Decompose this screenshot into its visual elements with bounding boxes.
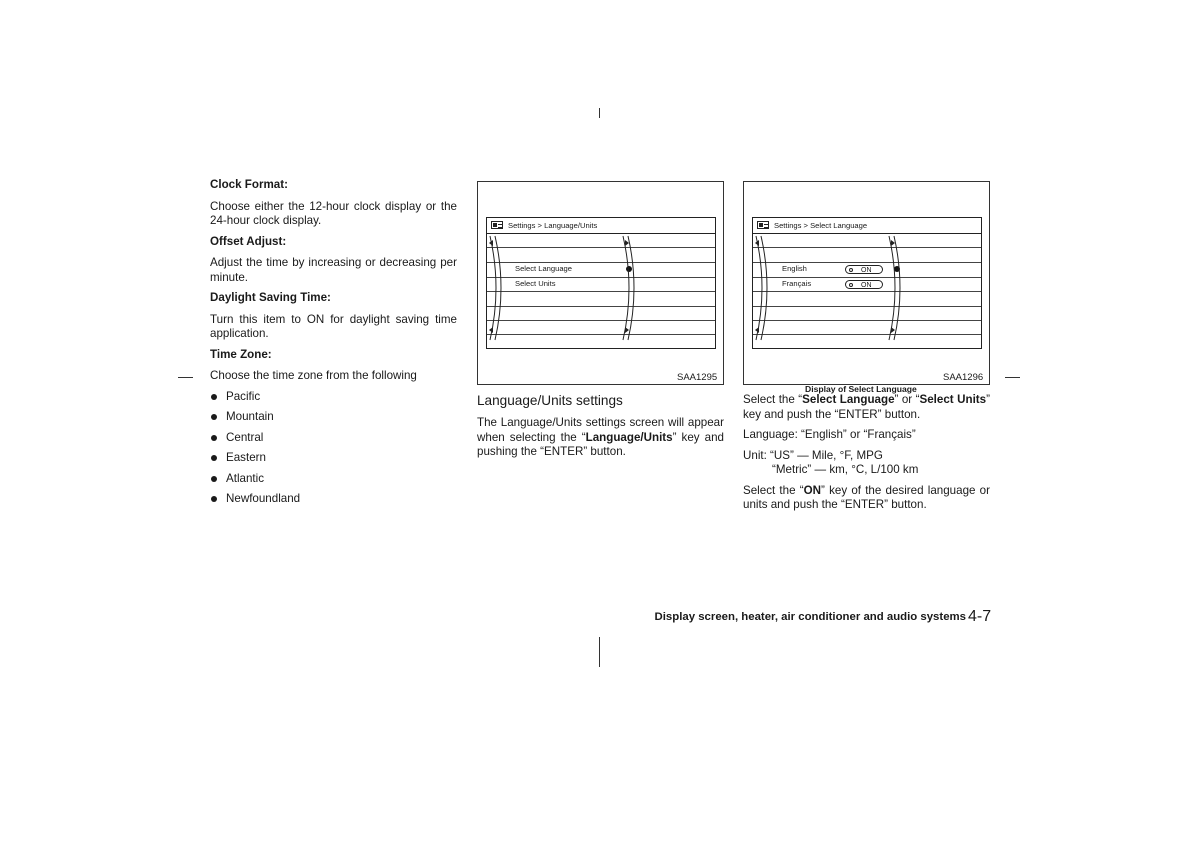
crop-mark-left (178, 377, 193, 378)
figure-code: SAA1295 (677, 372, 718, 383)
clock-format-text: Choose either the 12-hour clock display or the 24-hour clock display. (210, 199, 457, 227)
time-zone-list (210, 390, 457, 514)
list-item: Mountain (210, 410, 457, 431)
offset-adjust-heading: Offset Adjust: (210, 234, 287, 248)
scroll-arcs-icon (487, 218, 715, 348)
language-item-francais[interactable]: Français (782, 279, 812, 288)
crop-mark-right (1005, 377, 1020, 378)
left-column (210, 178, 457, 513)
right-column (743, 393, 990, 519)
list-item: Pacific (210, 390, 457, 411)
scroll-arcs-icon (753, 218, 981, 348)
figure-caption: Display of Select Language (805, 384, 917, 394)
language-item-english[interactable]: English (782, 264, 807, 273)
list-item: Eastern (210, 451, 457, 472)
offset-adjust-text: Adjust the time by increasing or decreasing per minute. (210, 256, 457, 284)
page-number: 4-7 (968, 608, 992, 625)
menu-item-select-language[interactable]: Select Language (515, 264, 573, 273)
figure-language-units (477, 181, 724, 385)
figure-code: SAA1296 (943, 372, 984, 383)
screen-display (486, 217, 716, 349)
daylight-saving-heading: Daylight Saving Time: (210, 291, 331, 304)
on-key-paragraph: Select the “ON” key of the desired language or units and push the “ENTER” button. (743, 483, 990, 511)
clock-format-heading: Clock Format: (210, 178, 288, 191)
screen-header-text: Settings > Select Language (774, 221, 868, 230)
screen-header-text: Settings > Language/Units (508, 221, 598, 230)
section-paragraph: The Language/Units settings screen will appear when selecting the “Language/Units” key and pushing the “ENTER” button. (477, 416, 724, 458)
screen-display (752, 217, 982, 349)
daylight-saving-text: Turn this item to ON for daylight saving time application. (210, 312, 457, 340)
time-zone-heading: Time Zone: (210, 347, 272, 361)
unit-options: Unit: “US” — Mile, °F, MPG “Metric” — km, °C, L/100 km (743, 448, 919, 476)
english-on-toggle[interactable]: ON (845, 265, 883, 274)
list-item: Newfoundland (210, 492, 457, 513)
list-item: Central (210, 431, 457, 452)
time-zone-text: Choose the time zone from the following (210, 369, 417, 382)
menu-item-select-units[interactable]: Select Units (515, 279, 556, 288)
footer-section-title: Display screen, heater, air conditioner and audio systems (654, 611, 966, 623)
section-heading: Language/Units settings (477, 393, 623, 408)
francais-on-toggle[interactable]: ON (845, 280, 883, 289)
crop-mark-top (599, 108, 600, 118)
figure-select-language (743, 181, 990, 385)
language-options: Language: “English” or “Français” (743, 428, 916, 441)
crop-mark-bottom (599, 637, 600, 667)
select-key-paragraph: Select the “Select Language” or “Select Units” key and push the “ENTER” button. (743, 393, 990, 421)
list-item: Atlantic (210, 472, 457, 493)
